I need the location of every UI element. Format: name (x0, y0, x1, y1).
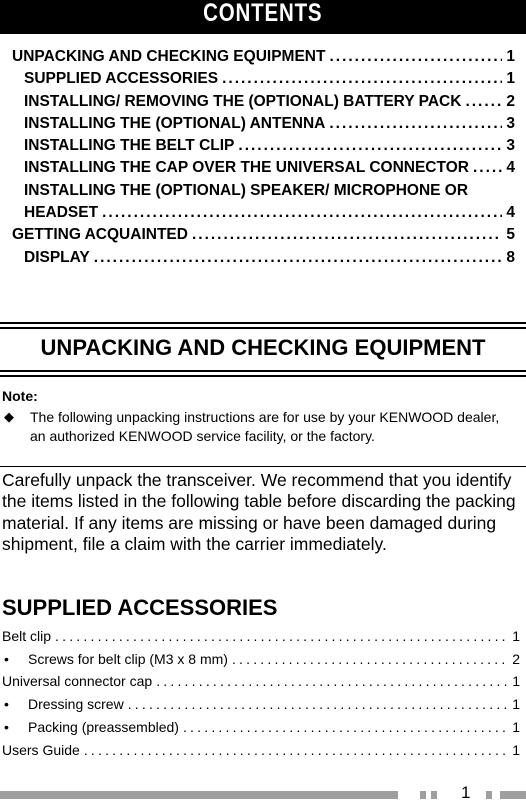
item-name: Belt clip (2, 628, 52, 644)
item-qty: 1 (512, 673, 520, 690)
contents-title: CONTENTS (203, 0, 323, 27)
toc-leader (465, 91, 502, 113)
item-name: • Packing (preassembled) (28, 718, 179, 735)
toc-label: SUPPLIED ACCESSORIES (24, 70, 219, 88)
body-paragraph: Carefully unpack the transceiver. We recommend that you identify the items listed in the following table before discarding the packing material. If any items are missing or have been damaged during shipment, file a claim with the carrier immediately. (2, 470, 516, 554)
toc-entry[interactable] (12, 135, 515, 157)
item-qty: 1 (512, 696, 520, 713)
toc-entry[interactable] (12, 247, 515, 269)
toc-leader (329, 46, 502, 68)
item-leader (84, 739, 508, 762)
list-item (2, 716, 520, 739)
item-name: Universal connector cap (2, 673, 153, 690)
toc-leader (192, 224, 502, 246)
toc-page: 8 (506, 248, 515, 266)
toc-leader (473, 157, 502, 179)
divider (0, 375, 526, 377)
toc-label-line2: HEADSET (24, 204, 99, 222)
note-label: Note: (2, 388, 38, 404)
item-leader (232, 648, 508, 671)
toc-page: 1 (506, 48, 515, 65)
toc-entry[interactable] (12, 113, 515, 135)
footer-marker (420, 791, 426, 799)
toc-label: INSTALLING/ REMOVING THE (OPTIONAL) BATTERY PACK (24, 92, 462, 110)
item-qty: 1 (512, 628, 520, 644)
toc-page: 4 (506, 204, 515, 222)
list-item (2, 670, 520, 693)
toc-page: 4 (506, 159, 515, 177)
toc-leader (222, 68, 502, 90)
item-leader (156, 670, 508, 693)
footer-bar (0, 791, 398, 799)
note-text: The following unpacking instructions are for use by your KENWOOD dealer, an authorized KENWOOD service facility, or the factory. (30, 409, 500, 444)
item-name: Users Guide (2, 741, 80, 758)
item-qty: 2 (512, 650, 520, 667)
toc-label: INSTALLING THE CAP OVER THE UNIVERSAL CONNECTOR (24, 159, 469, 177)
item-qty: 1 (512, 741, 520, 758)
item-qty: 1 (512, 718, 520, 735)
table-of-contents (12, 46, 515, 269)
toc-page: 5 (506, 226, 515, 244)
toc-page: 3 (506, 137, 515, 155)
item-name: • Dressing screw (28, 696, 124, 713)
toc-page: 2 (506, 92, 515, 110)
toc-page: 1 (506, 70, 515, 88)
section-title: UNPACKING AND CHECKING EQUIPMENT (40, 335, 486, 360)
footer-marker (486, 791, 492, 799)
toc-entry[interactable] (12, 46, 515, 68)
footer-bar-right (500, 791, 526, 799)
toc-entry-continued[interactable] (12, 202, 515, 224)
divider (0, 327, 526, 329)
toc-leader (94, 247, 503, 269)
item-leader (183, 716, 508, 739)
toc-label: GETTING ACQUAINTED (12, 226, 188, 244)
toc-label: DISPLAY (24, 248, 90, 266)
divider (0, 322, 526, 324)
toc-leader (329, 113, 502, 135)
list-item (2, 625, 520, 648)
diamond-bullet-icon: ◆ (4, 409, 14, 424)
accessories-title: SUPPLIED ACCESSORIES (2, 595, 278, 620)
toc-entry-multiline[interactable] (12, 180, 515, 202)
list-item (2, 693, 520, 716)
divider (0, 466, 526, 467)
toc-entry[interactable] (12, 157, 515, 179)
toc-label: UNPACKING AND CHECKING EQUIPMENT (12, 48, 326, 65)
contents-header (0, 0, 526, 34)
toc-entry[interactable] (12, 91, 515, 113)
page-number: 1 (461, 783, 471, 802)
list-item (2, 648, 520, 671)
list-item (2, 739, 520, 762)
toc-leader (102, 202, 502, 224)
toc-leader (238, 135, 502, 157)
toc-label: INSTALLING THE BELT CLIP (24, 137, 235, 155)
toc-entry[interactable] (12, 68, 515, 90)
note-item (4, 408, 514, 445)
divider (0, 370, 526, 372)
item-name: • Screws for belt clip (M3 x 8 mm) (28, 650, 228, 667)
toc-label-line1: INSTALLING THE (OPTIONAL) SPEAKER/ MICROPHONE OR (24, 181, 469, 199)
toc-label: INSTALLING THE (OPTIONAL) ANTENNA (24, 114, 326, 132)
accessories-list (2, 625, 520, 761)
toc-page: 3 (506, 114, 515, 132)
toc-entry[interactable] (12, 224, 515, 246)
item-leader (128, 693, 509, 716)
item-leader (55, 625, 508, 648)
footer-marker (431, 791, 437, 799)
